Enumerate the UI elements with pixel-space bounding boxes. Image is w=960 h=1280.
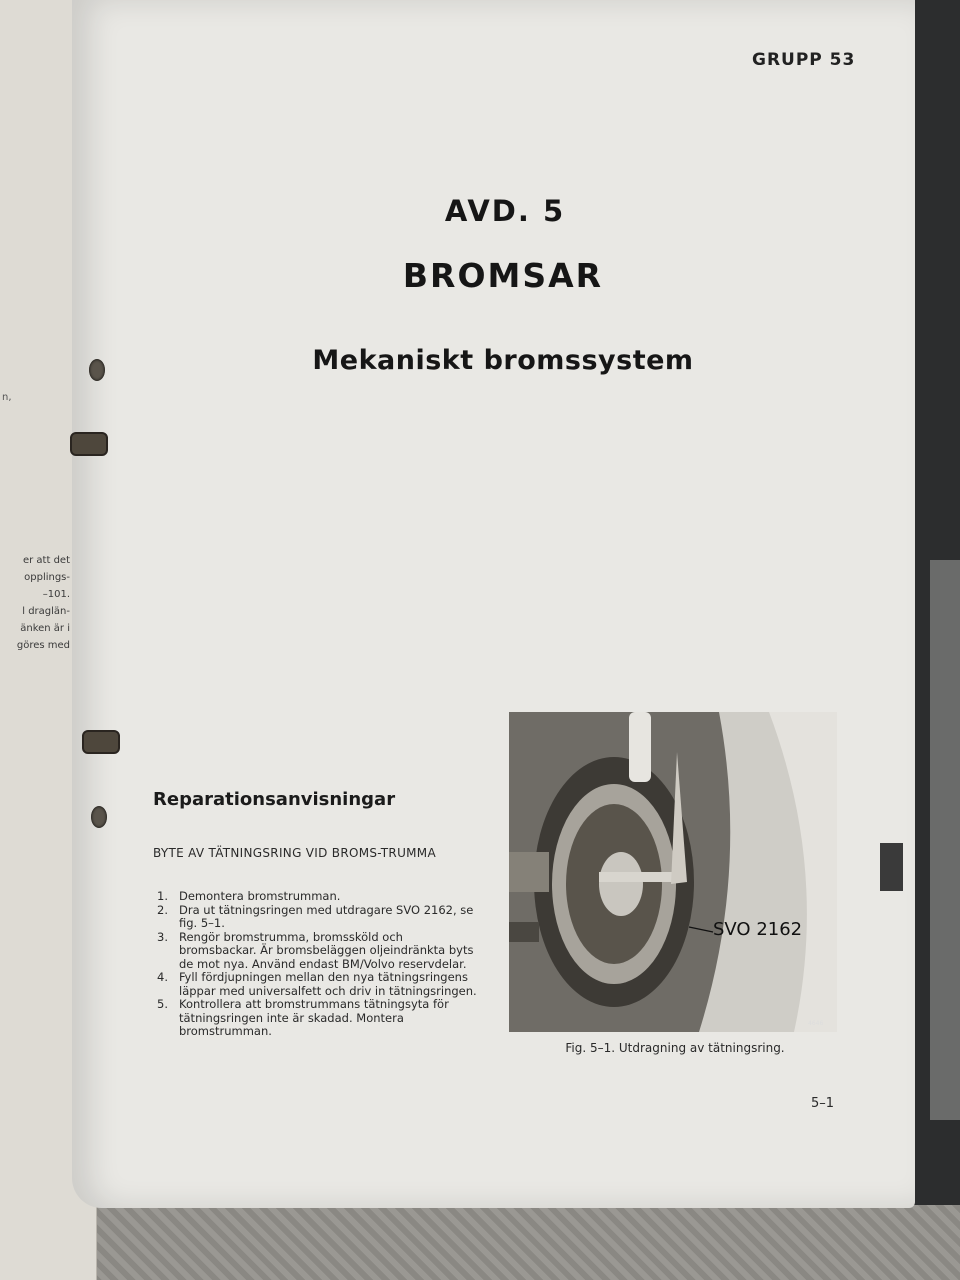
binder-strip — [930, 560, 960, 1120]
step-text: Dra ut tätningsringen med utdragare SVO 2162, se fig. 5–1. — [179, 902, 474, 930]
step-number: 4. — [157, 970, 168, 984]
group-header: GRUPP 53 — [752, 50, 856, 70]
section-title: BYTE AV TÄTNINGSRING VID BROMS-TRUMMA — [153, 846, 436, 860]
left-page-line: er att det — [22, 555, 70, 566]
binder-ring-clip — [70, 432, 108, 456]
figure-caption: Fig. 5–1. Utdragning av tätningsring. — [565, 1041, 785, 1055]
step-text: Demontera bromstrumman. — [179, 889, 341, 903]
left-page-line: änken är i — [20, 623, 70, 634]
brake-drum-photo — [509, 712, 837, 1032]
step-number: 1. — [157, 889, 168, 903]
instruction-steps — [153, 890, 483, 1039]
instruction-step — [153, 890, 483, 904]
left-page-line: göres med — [16, 640, 70, 651]
ring-hole — [91, 806, 107, 828]
repair-instructions-heading: Reparationsanvisningar — [153, 789, 396, 810]
step-number: 2. — [157, 902, 168, 917]
instruction-step — [153, 971, 483, 998]
instruction-step — [153, 998, 483, 1039]
figure-image-id: 4646 — [808, 1020, 824, 1027]
page-number: 5–1 — [811, 1096, 835, 1111]
left-page-text — [0, 552, 70, 654]
step-number: 5. — [157, 997, 168, 1011]
left-page-fragment: n, — [2, 392, 12, 403]
left-page-line: –101. — [42, 589, 70, 600]
page-subtitle: Mekaniskt bromssystem — [312, 345, 694, 376]
instruction-step — [153, 931, 483, 972]
step-text: Rengör bromstrumma, bromssköld och bromsbackar. Är bromsbeläggen oljeindränkta byts de mot nya. Använd endast BM/Volvo reservdelar. — [179, 929, 474, 971]
left-page-line: l draglän- — [22, 606, 70, 617]
division-title: AVD. 5 — [444, 194, 566, 228]
step-text: Kontrollera att bromstrummans tätningsyta för tätningsringen inte är skadad. Montera bromstrumman. — [179, 997, 449, 1038]
step-text: Fyll fördjupningen mellan den nya tätningsringens läppar med universalfett och driv in tätningsringen. — [179, 970, 477, 998]
section-tab-marker — [880, 843, 903, 891]
binder-ring-clip — [82, 730, 120, 754]
instruction-step — [153, 904, 483, 931]
left-page-line: opplings- — [24, 572, 70, 583]
step-number: 3. — [157, 929, 168, 944]
tool-callout-label: SVO 2162 — [713, 919, 803, 940]
chapter-title: BROMSAR — [402, 256, 604, 295]
